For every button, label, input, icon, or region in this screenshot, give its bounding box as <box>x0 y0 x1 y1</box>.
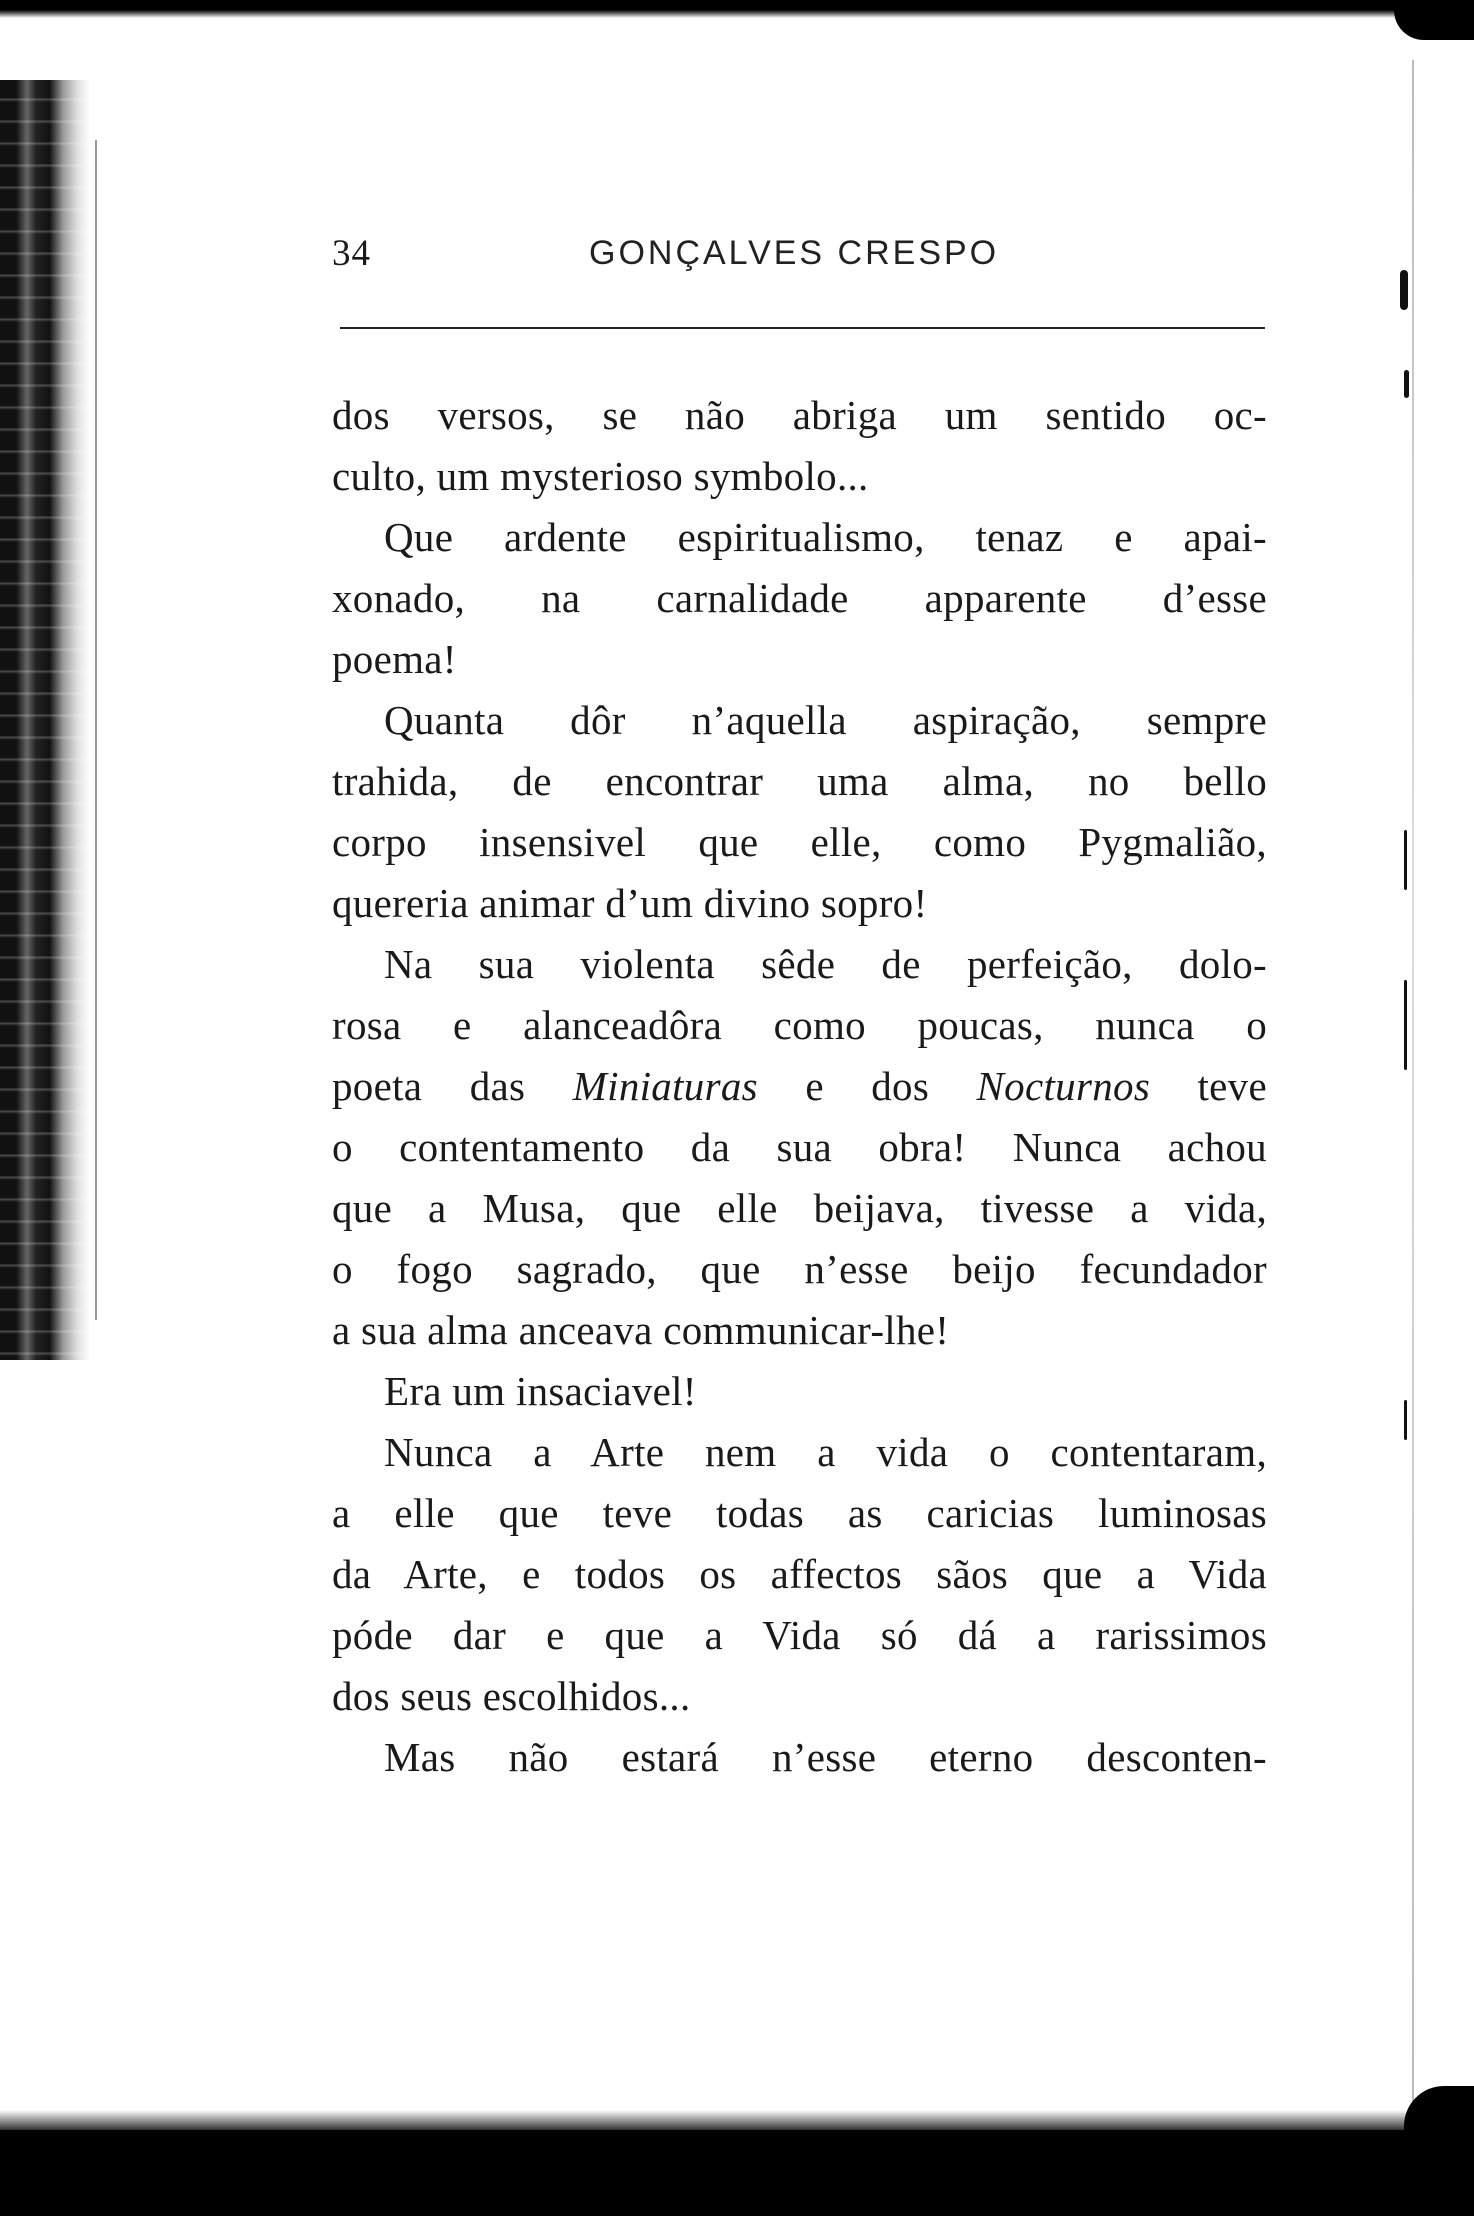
scan-right-mark <box>1404 830 1407 890</box>
text-line: Que ardente espiritualismo, tenaz e apai- <box>384 514 1267 560</box>
text-fragment: e dos <box>757 1063 977 1109</box>
text-fragment: teve <box>1150 1063 1267 1109</box>
text-line: dos versos, se não abriga um sentido oc- <box>332 392 1267 438</box>
text-line: a sua alma anceava communicar-lhe! <box>332 1307 950 1353</box>
scan-right-mark <box>1404 1400 1407 1440</box>
running-title: GONÇALVES CRESPO <box>589 234 1000 272</box>
text-line: xonado, na carnalidade apparente d’esse <box>332 575 1267 621</box>
text-line: rosa e alanceadôra como poucas, nunca o <box>332 1002 1267 1048</box>
text-line: trahida, de encontrar uma alma, no bello <box>332 758 1267 804</box>
scan-right-mark <box>1400 270 1408 310</box>
scan-top-right-corner <box>1394 0 1474 40</box>
scan-left-binding <box>0 80 90 1360</box>
italic-title-miniaturas: Miniaturas <box>572 1063 758 1109</box>
text-line: Mas não estará n’esse eterno desconten- <box>384 1734 1267 1780</box>
text-line: culto, um mysterioso symbolo... <box>332 453 869 499</box>
scan-bottom-fade <box>0 2110 1474 2130</box>
scan-right-mark <box>1404 980 1407 1070</box>
text-line: a elle que teve todas as caricias luminosas <box>332 1490 1267 1536</box>
text-line: o contentamento da sua obra! Nunca achou <box>332 1124 1267 1170</box>
text-line: dos seus escolhidos... <box>332 1673 691 1719</box>
text-line: Quanta dôr n’aquella aspiração, sempre <box>384 697 1267 743</box>
text-line: Era um insaciavel! <box>384 1368 697 1414</box>
scan-left-line <box>95 140 97 1320</box>
scan-top-edge <box>0 0 1474 18</box>
text-line: Na sua violenta sêde de perfeição, dolo- <box>384 941 1267 987</box>
text-line: que a Musa, que elle beijava, tivesse a vida, <box>332 1185 1267 1231</box>
scan-bottom-edge <box>0 2130 1474 2216</box>
text-line: corpo insensivel que elle, como Pygmalião, <box>332 819 1267 865</box>
text-line: póde dar e que a Vida só dá a rarissimos <box>332 1612 1267 1658</box>
italic-title-nocturnos: Nocturnos <box>976 1063 1151 1109</box>
text-line: quereria animar d’um divino sopro! <box>332 880 928 926</box>
text-line: da Arte, e todos os affectos sãos que a Vida <box>332 1551 1267 1597</box>
scan-right-mark <box>1404 370 1409 398</box>
text-line-with-italics <box>332 1056 1267 1117</box>
page-number: 34 <box>332 233 371 274</box>
scan-right-edge <box>1412 60 1414 2110</box>
text-fragment: poeta das <box>332 1063 573 1109</box>
body-text <box>332 385 1267 1788</box>
header-rule <box>340 327 1265 329</box>
running-head <box>332 232 1267 282</box>
text-line: Nunca a Arte nem a vida o contentaram, <box>384 1429 1267 1475</box>
scan-bottom-right-corner <box>1404 2086 1474 2146</box>
text-line: poema! <box>332 636 457 682</box>
text-line: o fogo sagrado, que n’esse beijo fecundador <box>332 1246 1267 1292</box>
